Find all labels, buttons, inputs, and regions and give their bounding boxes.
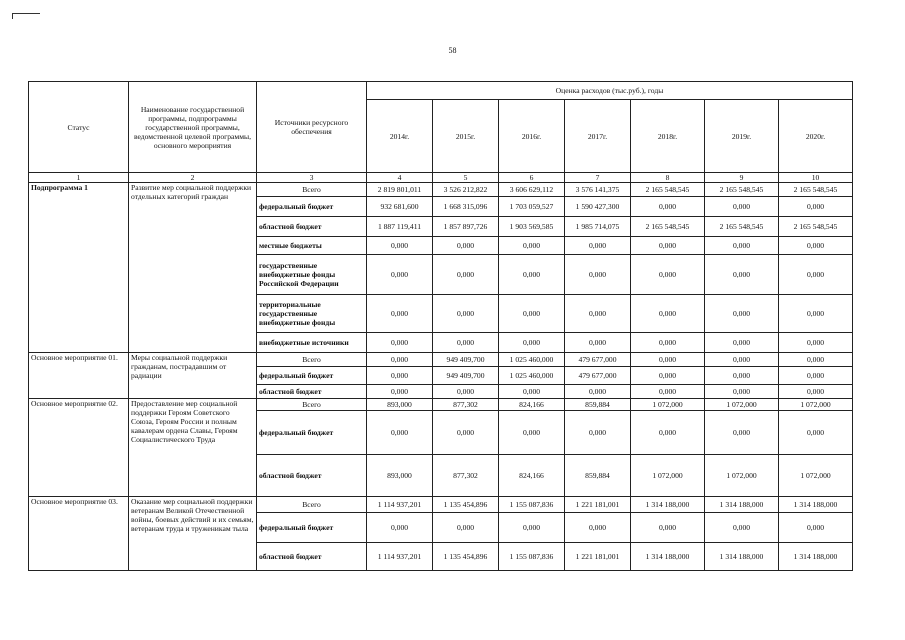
expense-value: 1 072,000 [631, 455, 705, 497]
expense-value: 949 409,700 [433, 367, 499, 385]
expense-value: 3 526 212,822 [433, 183, 499, 197]
expense-value: 0,000 [779, 411, 853, 455]
row-source: местные бюджеты [257, 237, 367, 255]
expense-value: 0,000 [367, 237, 433, 255]
expense-value: 0,000 [705, 333, 779, 353]
expense-value: 1 072,000 [779, 399, 853, 411]
expense-value: 877,302 [433, 399, 499, 411]
expense-value: 877,302 [433, 455, 499, 497]
expense-value: 479 677,000 [565, 367, 631, 385]
row-source: государственные внебюджетные фонды Российской Федерации [257, 255, 367, 295]
expense-value: 0,000 [705, 255, 779, 295]
expense-value: 0,000 [779, 513, 853, 543]
column-number: 7 [565, 173, 631, 183]
expense-value: 0,000 [565, 333, 631, 353]
expense-value: 0,000 [499, 237, 565, 255]
expense-value: 1 903 569,585 [499, 217, 565, 237]
expense-value: 2 819 801,011 [367, 183, 433, 197]
row-source: федеральный бюджет [257, 367, 367, 385]
expense-value: 1 221 181,001 [565, 543, 631, 571]
row-source: областной бюджет [257, 385, 367, 399]
expense-value: 2 165 548,545 [631, 183, 705, 197]
expense-value: 1 590 427,300 [565, 197, 631, 217]
expense-value: 479 677,000 [565, 353, 631, 367]
expense-value: 0,000 [631, 295, 705, 333]
column-number: 1 [29, 173, 129, 183]
expense-value: 0,000 [705, 197, 779, 217]
column-number: 6 [499, 173, 565, 183]
expense-value: 0,000 [367, 411, 433, 455]
expense-value: 1 072,000 [705, 399, 779, 411]
column-number: 3 [257, 173, 367, 183]
expense-value: 2 165 548,545 [779, 217, 853, 237]
header-year: 2020г. [779, 100, 853, 173]
table-row [29, 399, 853, 411]
expense-value: 2 165 548,545 [631, 217, 705, 237]
expense-value: 0,000 [779, 295, 853, 333]
row-status: Основное мероприятие 02. [29, 399, 129, 497]
expense-value: 0,000 [705, 513, 779, 543]
row-source: федеральный бюджет [257, 513, 367, 543]
row-source: Всего [257, 399, 367, 411]
expense-value: 824,166 [499, 399, 565, 411]
expense-value: 0,000 [433, 411, 499, 455]
expense-value: 2 165 548,545 [705, 183, 779, 197]
expense-value: 0,000 [631, 411, 705, 455]
row-status: Подпрограмма 1 [29, 183, 129, 353]
row-source: Всего [257, 353, 367, 367]
expense-value: 1 314 188,000 [631, 543, 705, 571]
expense-value: 0,000 [779, 367, 853, 385]
expense-value: 1 155 087,836 [499, 497, 565, 513]
row-program-name: Меры социальной поддержки гражданам, пострадавшим от радиации [129, 353, 257, 399]
expense-value: 0,000 [565, 255, 631, 295]
expense-value: 0,000 [779, 333, 853, 353]
expense-value: 949 409,700 [433, 353, 499, 367]
table-row [29, 183, 853, 197]
expense-value: 0,000 [779, 255, 853, 295]
header-year: 2017г. [565, 100, 631, 173]
expense-value: 0,000 [779, 197, 853, 217]
expense-value: 0,000 [631, 513, 705, 543]
row-status: Основное мероприятие 01. [29, 353, 129, 399]
header-year: 2014г. [367, 100, 433, 173]
expense-value: 1 314 188,000 [779, 543, 853, 571]
expense-value: 1 025 460,000 [499, 353, 565, 367]
expense-value: 1 703 059,527 [499, 197, 565, 217]
expense-value: 0,000 [705, 295, 779, 333]
expense-value: 0,000 [499, 333, 565, 353]
header-year: 2018г. [631, 100, 705, 173]
expense-value: 0,000 [565, 237, 631, 255]
expense-value: 1 668 315,096 [433, 197, 499, 217]
expense-value: 0,000 [631, 367, 705, 385]
expense-value: 1 114 937,201 [367, 543, 433, 571]
expense-value: 0,000 [705, 353, 779, 367]
header-sources: Источники ресурсного обеспечения [257, 82, 367, 173]
expense-value: 0,000 [631, 333, 705, 353]
expense-value: 1 072,000 [705, 455, 779, 497]
table-header [29, 82, 853, 183]
table-row [29, 353, 853, 367]
row-program-name: Предоставление мер социальной поддержки Героям Советского Союза, Героям России и полным кавалерам ордена Славы, Героям Социалистического Труда [129, 399, 257, 497]
scan-corner-mark-vertical [12, 13, 13, 19]
expense-value: 3 576 141,375 [565, 183, 631, 197]
expense-value: 0,000 [565, 385, 631, 399]
expense-value: 0,000 [779, 353, 853, 367]
expense-value: 1 155 087,836 [499, 543, 565, 571]
header-year: 2015г. [433, 100, 499, 173]
row-source: областной бюджет [257, 543, 367, 571]
expense-value: 893,000 [367, 455, 433, 497]
expense-value: 3 606 629,112 [499, 183, 565, 197]
expense-value: 0,000 [433, 385, 499, 399]
column-number: 10 [779, 173, 853, 183]
row-status: Основное мероприятие 03. [29, 497, 129, 571]
expense-value: 0,000 [631, 353, 705, 367]
header-program-name: Наименование государственной программы, подпрограммы государственной программы, ведомственной целевой программы, основного мероприятия [129, 82, 257, 173]
expense-value: 824,166 [499, 455, 565, 497]
expense-value: 0,000 [631, 197, 705, 217]
expense-value: 932 681,600 [367, 197, 433, 217]
expense-value: 1 857 897,726 [433, 217, 499, 237]
expense-value: 0,000 [499, 255, 565, 295]
expense-value: 1 221 181,001 [565, 497, 631, 513]
column-number: 8 [631, 173, 705, 183]
expense-value: 2 165 548,545 [705, 217, 779, 237]
expense-value: 0,000 [705, 385, 779, 399]
expense-value: 0,000 [433, 333, 499, 353]
row-source: территориальные государственные внебюджетные фонды [257, 295, 367, 333]
expense-value: 0,000 [367, 353, 433, 367]
header-year: 2016г. [499, 100, 565, 173]
row-source: федеральный бюджет [257, 197, 367, 217]
header-column-numbers [29, 173, 853, 183]
expense-value: 1 314 188,000 [631, 497, 705, 513]
header-estimate: Оценка расходов (тыс.руб.), годы [367, 82, 853, 100]
expense-value: 1 025 460,000 [499, 367, 565, 385]
column-number: 9 [705, 173, 779, 183]
expense-value: 0,000 [367, 333, 433, 353]
expense-value: 0,000 [367, 255, 433, 295]
expense-value: 2 165 548,545 [779, 183, 853, 197]
expense-value: 1 135 454,896 [433, 543, 499, 571]
expense-value: 0,000 [631, 255, 705, 295]
expense-value: 859,884 [565, 455, 631, 497]
row-program-name: Развитие мер социальной поддержки отдельных категорий граждан [129, 183, 257, 353]
expense-value: 0,000 [705, 367, 779, 385]
expense-value: 859,884 [565, 399, 631, 411]
expense-value: 1 135 454,896 [433, 497, 499, 513]
expense-value: 1 314 188,000 [779, 497, 853, 513]
expense-value: 1 314 188,000 [705, 497, 779, 513]
expense-value: 1 072,000 [631, 399, 705, 411]
expense-value: 1 114 937,201 [367, 497, 433, 513]
row-program-name: Оказание мер социальной поддержки ветеранам Великой Отечественной войны, боевых действий и их семьям, ветеранам труда и труженикам тыла [129, 497, 257, 571]
column-number: 5 [433, 173, 499, 183]
column-number: 2 [129, 173, 257, 183]
expense-value: 0,000 [499, 295, 565, 333]
row-source: Всего [257, 183, 367, 197]
expense-value: 0,000 [499, 411, 565, 455]
row-source: федеральный бюджет [257, 411, 367, 455]
expense-value: 0,000 [631, 385, 705, 399]
expense-value: 0,000 [433, 513, 499, 543]
expense-value: 0,000 [779, 237, 853, 255]
expense-value: 0,000 [705, 237, 779, 255]
expense-value: 0,000 [367, 513, 433, 543]
expense-value: 0,000 [433, 237, 499, 255]
expense-value: 0,000 [779, 385, 853, 399]
expense-value: 0,000 [565, 295, 631, 333]
budget-table [28, 81, 853, 571]
table-row [29, 497, 853, 513]
expense-value: 1 314 188,000 [705, 543, 779, 571]
expense-value: 0,000 [499, 385, 565, 399]
expense-value: 0,000 [631, 237, 705, 255]
expense-value: 0,000 [367, 385, 433, 399]
header-status: Статус [29, 82, 129, 173]
expense-value: 1 887 119,411 [367, 217, 433, 237]
expense-value: 1 985 714,075 [565, 217, 631, 237]
column-number: 4 [367, 173, 433, 183]
expense-value: 893,000 [367, 399, 433, 411]
expense-value: 0,000 [433, 295, 499, 333]
table-body [29, 183, 853, 571]
page-number: 58 [448, 46, 457, 55]
row-source: внебюджетные источники [257, 333, 367, 353]
row-source: областной бюджет [257, 455, 367, 497]
row-source: Всего [257, 497, 367, 513]
header-year: 2019г. [705, 100, 779, 173]
expense-value: 0,000 [565, 411, 631, 455]
expense-value: 1 072,000 [779, 455, 853, 497]
expense-value: 0,000 [367, 367, 433, 385]
expense-value: 0,000 [499, 513, 565, 543]
row-source: областной бюджет [257, 217, 367, 237]
expense-value: 0,000 [367, 295, 433, 333]
expense-value: 0,000 [705, 411, 779, 455]
expense-value: 0,000 [433, 255, 499, 295]
scan-corner-mark [12, 13, 40, 14]
expense-value: 0,000 [565, 513, 631, 543]
